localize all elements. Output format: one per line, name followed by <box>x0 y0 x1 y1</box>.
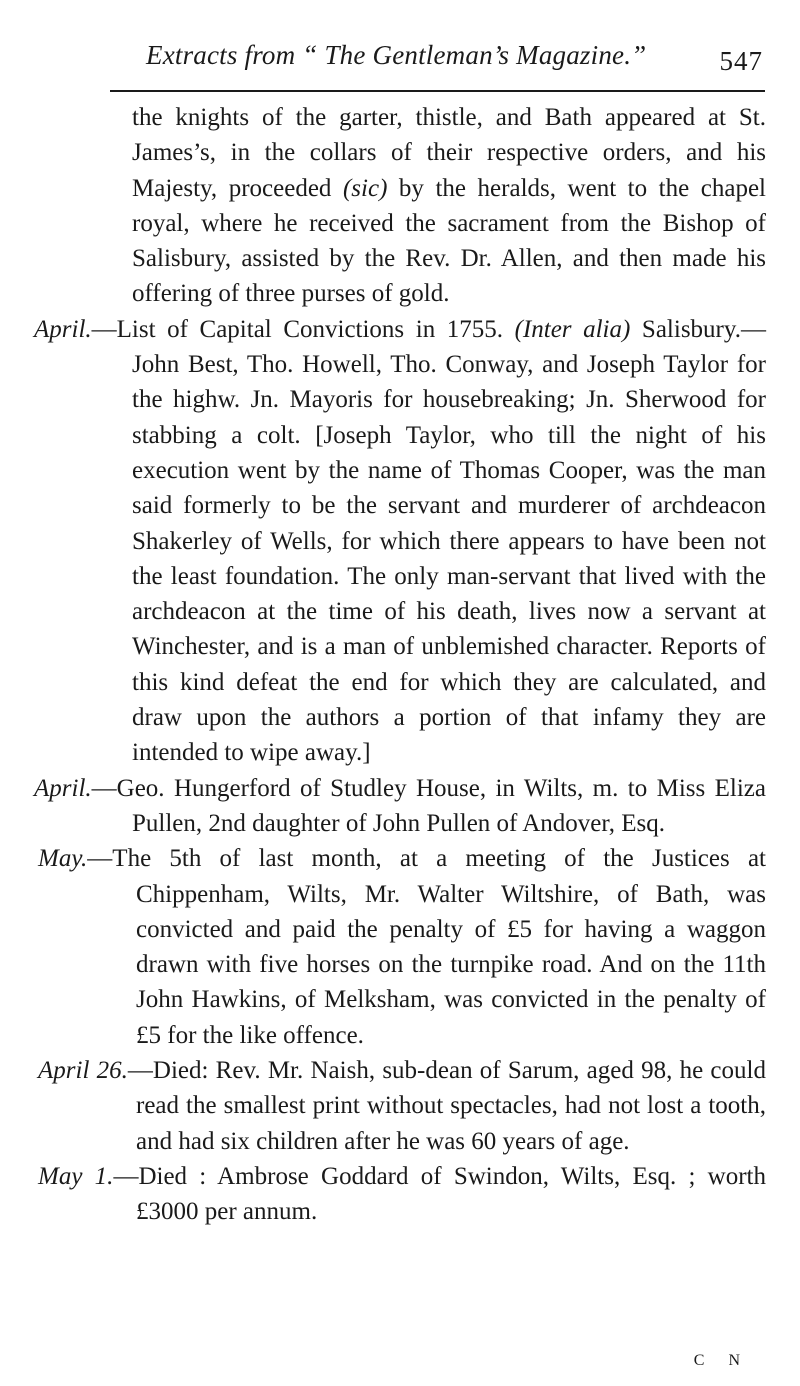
signature-mark: C N <box>693 1352 750 1369</box>
entry-may-1-death: May 1.—Died : Ambrose Goddard of Swindon, Wilts, Esq. ; worth £3000 per annum. <box>38 1162 767 1226</box>
entry-continuation <box>0 100 800 312</box>
entry-date: April. <box>34 315 92 343</box>
entry-italic-text: (Inter alia) <box>514 315 631 343</box>
entry-april-convictions: April.—List of Capital Convictions in 1755. (Inter alia) Salisbury.—John Best, Tho. Howell, Tho. Conway, and Joseph Taylor for the highw. Jn. Mayoris for housebreaking; Jn. Sherwood for stabbing a colt. [Joseph Taylor, who till the night of his execution went by the name of Thomas Cooper, was the man said formerly to be the servant and murderer of archdeacon Shakerley of Wells, for which there appears to have been not the least foundation. The only man-servant that lived with the archdeacon at the time of his death, lives now a servant at Winchester, and is a man of unblemished character. Reports of this kind defeat the end for which they are calculated, and draw upon the authors a portion of that infamy they are intended to wipe away.] <box>34 315 766 767</box>
entry-text: The 5th of last month, at a meeting of the Justices at Chippenham, Wilts, Mr. Walter Wiltshire, of Bath, was convicted and paid the penalty of £5 for having a waggon drawn with five horses on the turnpike road. And on the 11th John Hawkins, of Melksham, was convicted in the penalty of £5 for the like offence. <box>112 845 766 1049</box>
entry-italic-text: (sic) <box>342 174 388 202</box>
entry-text: the knights of the garter, thistle, and Bath appeared at St. James’s, in the collars of their respective orders, and his Majesty, proceeded <box>132 104 766 202</box>
entry-date: April. <box>34 774 92 802</box>
entry-text: Died : Ambrose Goddard of Swindon, Wilts, Esq. ; worth £3000 per annum. <box>136 1162 767 1226</box>
entry-text: Geo. Hungerford of Studley House, in Wilts, m. to Miss Eliza Pullen, 2nd daughter of John Pullen of Andover, Esq. <box>116 774 766 837</box>
header-rule <box>110 90 765 92</box>
page-body <box>0 100 800 1230</box>
page-number: 547 <box>719 46 763 76</box>
entry-text: Salisbury.—John Best, Tho. Howell, Tho. Conway, and Joseph Taylor for the highw. Jn. Mayoris for housebreaking; Jn. Sherwood for stabbing a colt. [Joseph Taylor, who till the night of his execution went by the name of Thomas Cooper, was the man said formerly to be the servant and murderer of archdeacon Shakerley of Wells, for which there appears to have been not the least foundation. The only man-servant that lived with the archdeacon at the time of his death, lives now a servant at Winchester, and is a man of unblemished character. Reports of this kind defeat the end for which they are calculated, and draw upon the authors a portion of that infamy they are intended to wipe away.] <box>132 315 766 767</box>
entry-text: List of Capital Convictions in 1755. <box>116 315 515 343</box>
running-head <box>110 40 765 80</box>
entry-date: May 1. <box>38 1162 114 1190</box>
entry-april-marriage: April.—Geo. Hungerford of Studley House, in Wilts, m. to Miss Eliza Pullen, 2nd daughter of John Pullen of Andover, Esq. <box>34 774 766 837</box>
entry-date: April 26. <box>38 1057 128 1085</box>
entry-date: May. <box>38 845 88 873</box>
entry-may-convictions: May.—The 5th of last month, at a meeting of the Justices at Chippenham, Wilts, Mr. Walter Wiltshire, of Bath, was convicted and paid the penalty of £5 for having a waggon drawn with five horses on the turnpike road. And on the 11th John Hawkins, of Melksham, was convicted in the penalty of £5 for the like offence. <box>38 845 766 1049</box>
running-title: Extracts from “ The Gentleman’s Magazine.” <box>146 40 647 70</box>
entry-text: by the heralds, went to the chapel royal, where he received the sacrament from the Bishop of Salisbury, assisted by the Rev. Dr. Allen, and then made his offering of three purses of gold. <box>132 174 766 308</box>
entry-text: Died: Rev. Mr. Naish, sub-dean of Sarum, aged 98, he could read the smallest print without spectacles, had not lost a tooth, and had six children after he was 60 years of age. <box>136 1057 766 1155</box>
entry-april-26-death: April 26.—Died: Rev. Mr. Naish, sub-dean of Sarum, aged 98, he could read the smallest print without spectacles, had not lost a tooth, and had six children after he was 60 years of age. <box>38 1057 766 1155</box>
